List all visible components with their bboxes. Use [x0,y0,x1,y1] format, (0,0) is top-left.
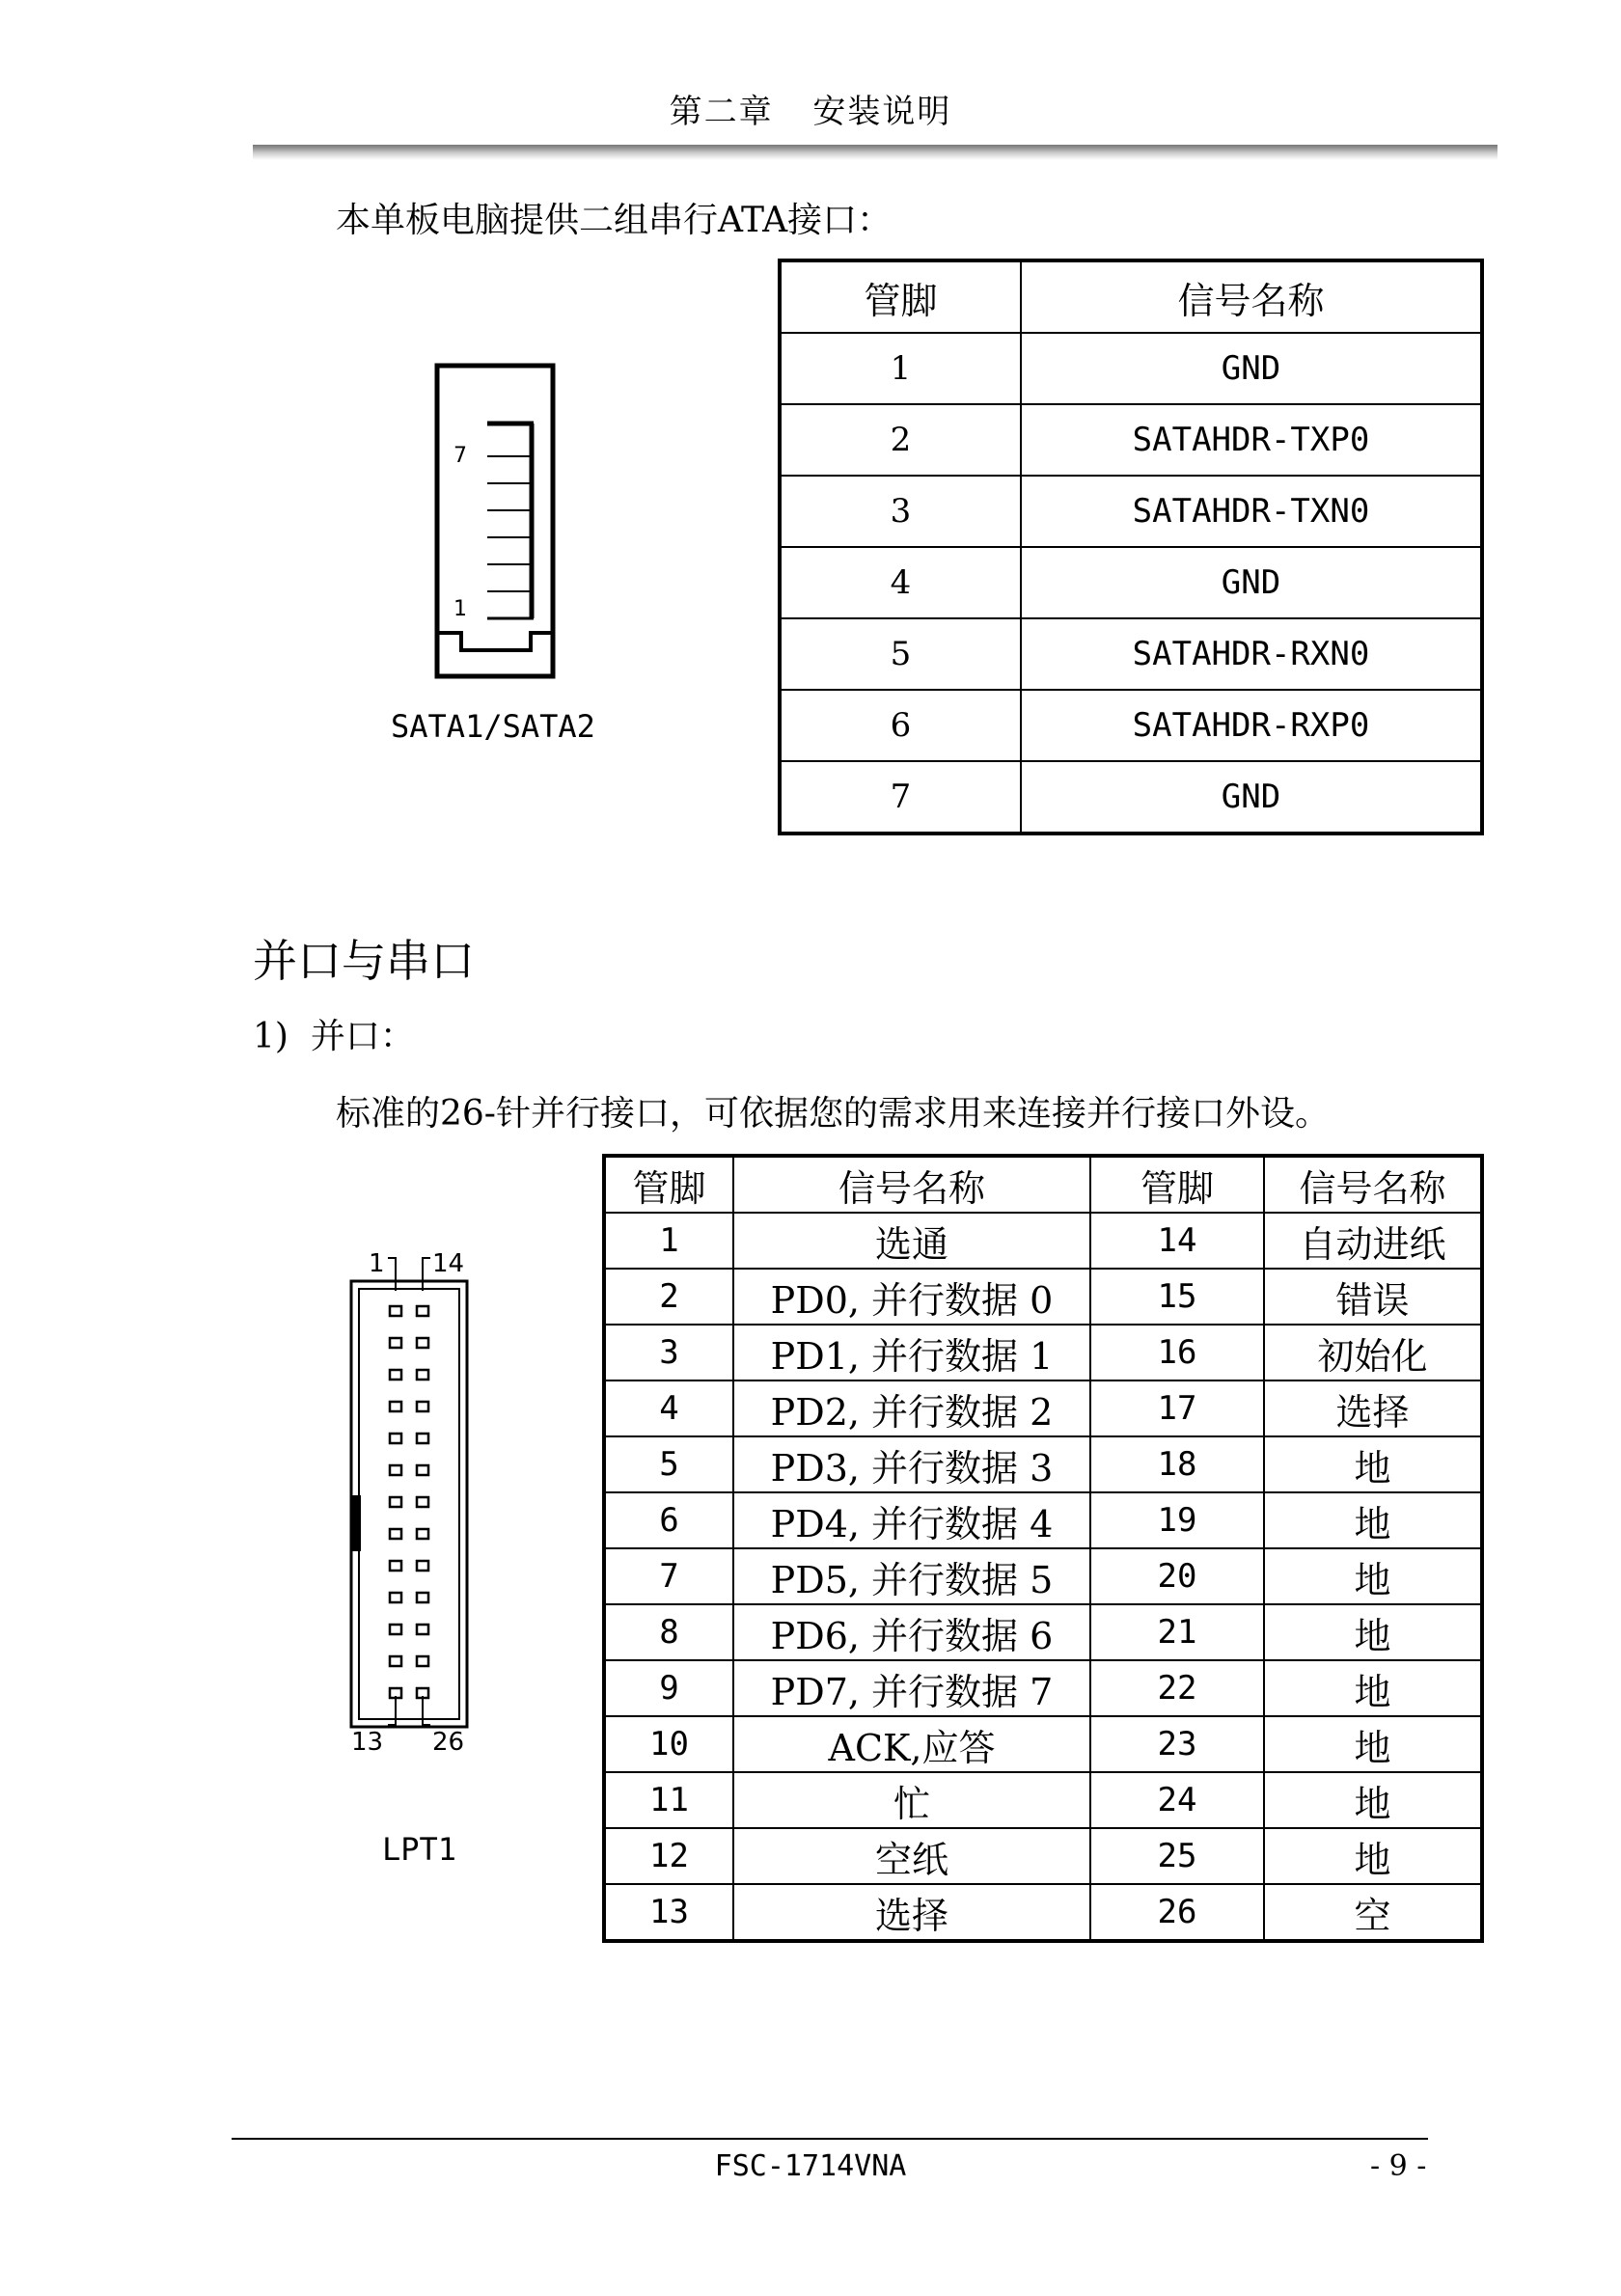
parallel-description: 标准的26-针并行接口，可依据您的需求用来连接并行接口外设。 [336,1094,1330,1134]
table-header-row [780,260,1482,333]
header-rule [253,145,1497,160]
lpt-pin [390,1529,401,1539]
column-header: 信号名称 [733,1156,1090,1213]
pin-number: 20 [1090,1548,1264,1604]
signal-name: 地 [1264,1828,1482,1884]
signal-name: PD3, 并行数据 3 [733,1436,1090,1492]
signal-name: 选择 [1264,1380,1482,1436]
signal-name: GND [1021,761,1482,834]
signal-name: PD7, 并行数据 7 [733,1660,1090,1716]
lpt-corner-label-14: 14 [432,1249,465,1278]
lpt-pin [417,1306,428,1316]
pin-number: 23 [1090,1716,1264,1772]
signal-name: 地 [1264,1492,1482,1548]
signal-name: 地 [1264,1716,1482,1772]
section-title: 并口与串口 [253,935,475,987]
table-row [780,547,1482,618]
table-row [604,1828,1482,1884]
lpt-pin [390,1338,401,1348]
signal-name: PD2, 并行数据 2 [733,1380,1090,1436]
signal-name: GND [1021,547,1482,618]
pin-number: 22 [1090,1660,1264,1716]
page-number: - 9 - [1370,2149,1427,2183]
lpt-corner-label-13: 13 [351,1728,384,1757]
lpt-pin [390,1434,401,1443]
signal-name: SATAHDR-TXN0 [1021,476,1482,547]
pin-number: 24 [1090,1772,1264,1828]
lpt-pin [417,1497,428,1507]
table-row [604,1660,1482,1716]
pin-number: 19 [1090,1492,1264,1548]
signal-name: PD1, 并行数据 1 [733,1325,1090,1380]
sata-connector-outline [437,366,553,676]
pin-number: 7 [780,761,1021,834]
page-header [0,85,1621,132]
table-row [604,1380,1482,1436]
signal-name: 选择 [733,1884,1090,1941]
signal-name: PD0, 并行数据 0 [733,1269,1090,1325]
signal-name: 自动进纸 [1264,1213,1482,1269]
signal-name: 空 [1264,1884,1482,1941]
table-row [780,618,1482,690]
table-row [604,1436,1482,1492]
lpt-pin [390,1625,401,1634]
table-row [604,1884,1482,1941]
pin-number: 4 [604,1380,733,1436]
chapter-title: 安装说明 [812,93,952,131]
lpt-pin [390,1656,401,1666]
table-row [604,1604,1482,1660]
lpt-connector-diagram [338,1244,502,1794]
signal-name: 错误 [1264,1269,1482,1325]
pin-number: 3 [604,1325,733,1380]
pin-number: 17 [1090,1380,1264,1436]
sata-connector-label: SATA1/SATA2 [391,708,595,745]
lpt-pin [390,1370,401,1380]
sata-pin-bottom-label: 1 [453,597,467,621]
pin-number: 25 [1090,1828,1264,1884]
signal-name: SATAHDR-RXN0 [1021,618,1482,690]
sata-pin-table [778,259,1484,835]
pin-number: 5 [780,618,1021,690]
lpt-inner-shroud [359,1289,459,1719]
sata-connector-diagram [434,363,560,681]
signal-name: SATAHDR-TXP0 [1021,404,1482,476]
pin-number: 11 [604,1772,733,1828]
pin-number: 4 [780,547,1021,618]
sata-connector-key [437,633,553,650]
lpt-pin [417,1402,428,1411]
pin-number: 6 [604,1492,733,1548]
lpt-pin-table [602,1154,1484,1943]
pin-number: 14 [1090,1213,1264,1269]
signal-name: 忙 [733,1772,1090,1828]
column-header: 信号名称 [1021,260,1482,333]
pin-number: 12 [604,1828,733,1884]
lpt-pin [417,1625,428,1634]
pin-number: 7 [604,1548,733,1604]
signal-name: ACK,应答 [733,1716,1090,1772]
lpt-connector-label: LPT1 [382,1831,457,1868]
table-row [780,333,1482,404]
lpt-pin [390,1402,401,1411]
lpt-pin [417,1434,428,1443]
lpt-pin [390,1561,401,1571]
signal-name: 空纸 [733,1828,1090,1884]
pin-number: 3 [780,476,1021,547]
table-row [604,1772,1482,1828]
lpt-pin14-leader [423,1258,430,1291]
signal-name: 选通 [733,1213,1090,1269]
lpt-pin [417,1370,428,1380]
lpt-corner-label-26: 26 [432,1728,465,1757]
footer-model: FSC-1714VNA [714,2149,907,2183]
lpt-pin [390,1465,401,1475]
table-row [604,1213,1482,1269]
signal-name: PD5, 并行数据 5 [733,1548,1090,1604]
pin-number: 2 [780,404,1021,476]
pin-number: 18 [1090,1436,1264,1492]
signal-name: SATAHDR-RXP0 [1021,690,1482,761]
signal-name: GND [1021,333,1482,404]
signal-name: 地 [1264,1772,1482,1828]
lpt-pin [417,1529,428,1539]
footer-rule [232,2138,1428,2140]
pin-number: 6 [780,690,1021,761]
column-header: 信号名称 [1264,1156,1482,1213]
table-row [780,690,1482,761]
signal-name: 地 [1264,1548,1482,1604]
pin-number: 8 [604,1604,733,1660]
table-row [780,761,1482,834]
lpt-outer-shroud [351,1281,467,1727]
signal-name: 地 [1264,1436,1482,1492]
lpt-pin [417,1561,428,1571]
sata-pin-top-label: 7 [453,444,467,468]
column-header: 管脚 [780,260,1021,333]
lpt-pin [390,1497,401,1507]
table-row [780,404,1482,476]
lpt-pin1-leader [388,1258,396,1291]
lpt-pin [417,1465,428,1475]
table-row [780,476,1482,547]
signal-name: PD6, 并行数据 6 [733,1604,1090,1660]
lpt-pin13-leader [388,1696,396,1725]
pin-number: 9 [604,1660,733,1716]
lpt-pin [417,1593,428,1602]
pin-number: 10 [604,1716,733,1772]
lpt-pin [417,1656,428,1666]
pin-number: 1 [604,1213,733,1269]
pin-number: 21 [1090,1604,1264,1660]
column-header: 管脚 [604,1156,733,1213]
sub-section-title: 1) 并口： [253,1017,415,1056]
lpt-corner-label-1: 1 [369,1249,385,1278]
table-header-row [604,1156,1482,1213]
pin-number: 26 [1090,1884,1264,1941]
table-row [604,1492,1482,1548]
table-row [604,1269,1482,1325]
pin-number: 5 [604,1436,733,1492]
lpt-pin [417,1338,428,1348]
pin-number: 16 [1090,1325,1264,1380]
sata-intro: 本单板电脑提供二组串行ATA接口： [336,201,893,240]
signal-name: 地 [1264,1604,1482,1660]
lpt-pin-grid [390,1306,428,1698]
pin-number: 1 [780,333,1021,404]
lpt-pin [390,1593,401,1602]
lpt-pin26-leader [423,1696,430,1725]
signal-name: 地 [1264,1660,1482,1716]
table-row [604,1325,1482,1380]
pin-number: 13 [604,1884,733,1941]
table-row [604,1548,1482,1604]
pin-number: 2 [604,1269,733,1325]
signal-name: 初始化 [1264,1325,1482,1380]
column-header: 管脚 [1090,1156,1264,1213]
chapter-label: 第二章 [669,93,774,131]
lpt-key-notch [351,1495,361,1551]
table-row [604,1716,1482,1772]
signal-name: PD4, 并行数据 4 [733,1492,1090,1548]
lpt-pin [390,1306,401,1316]
pin-number: 15 [1090,1269,1264,1325]
